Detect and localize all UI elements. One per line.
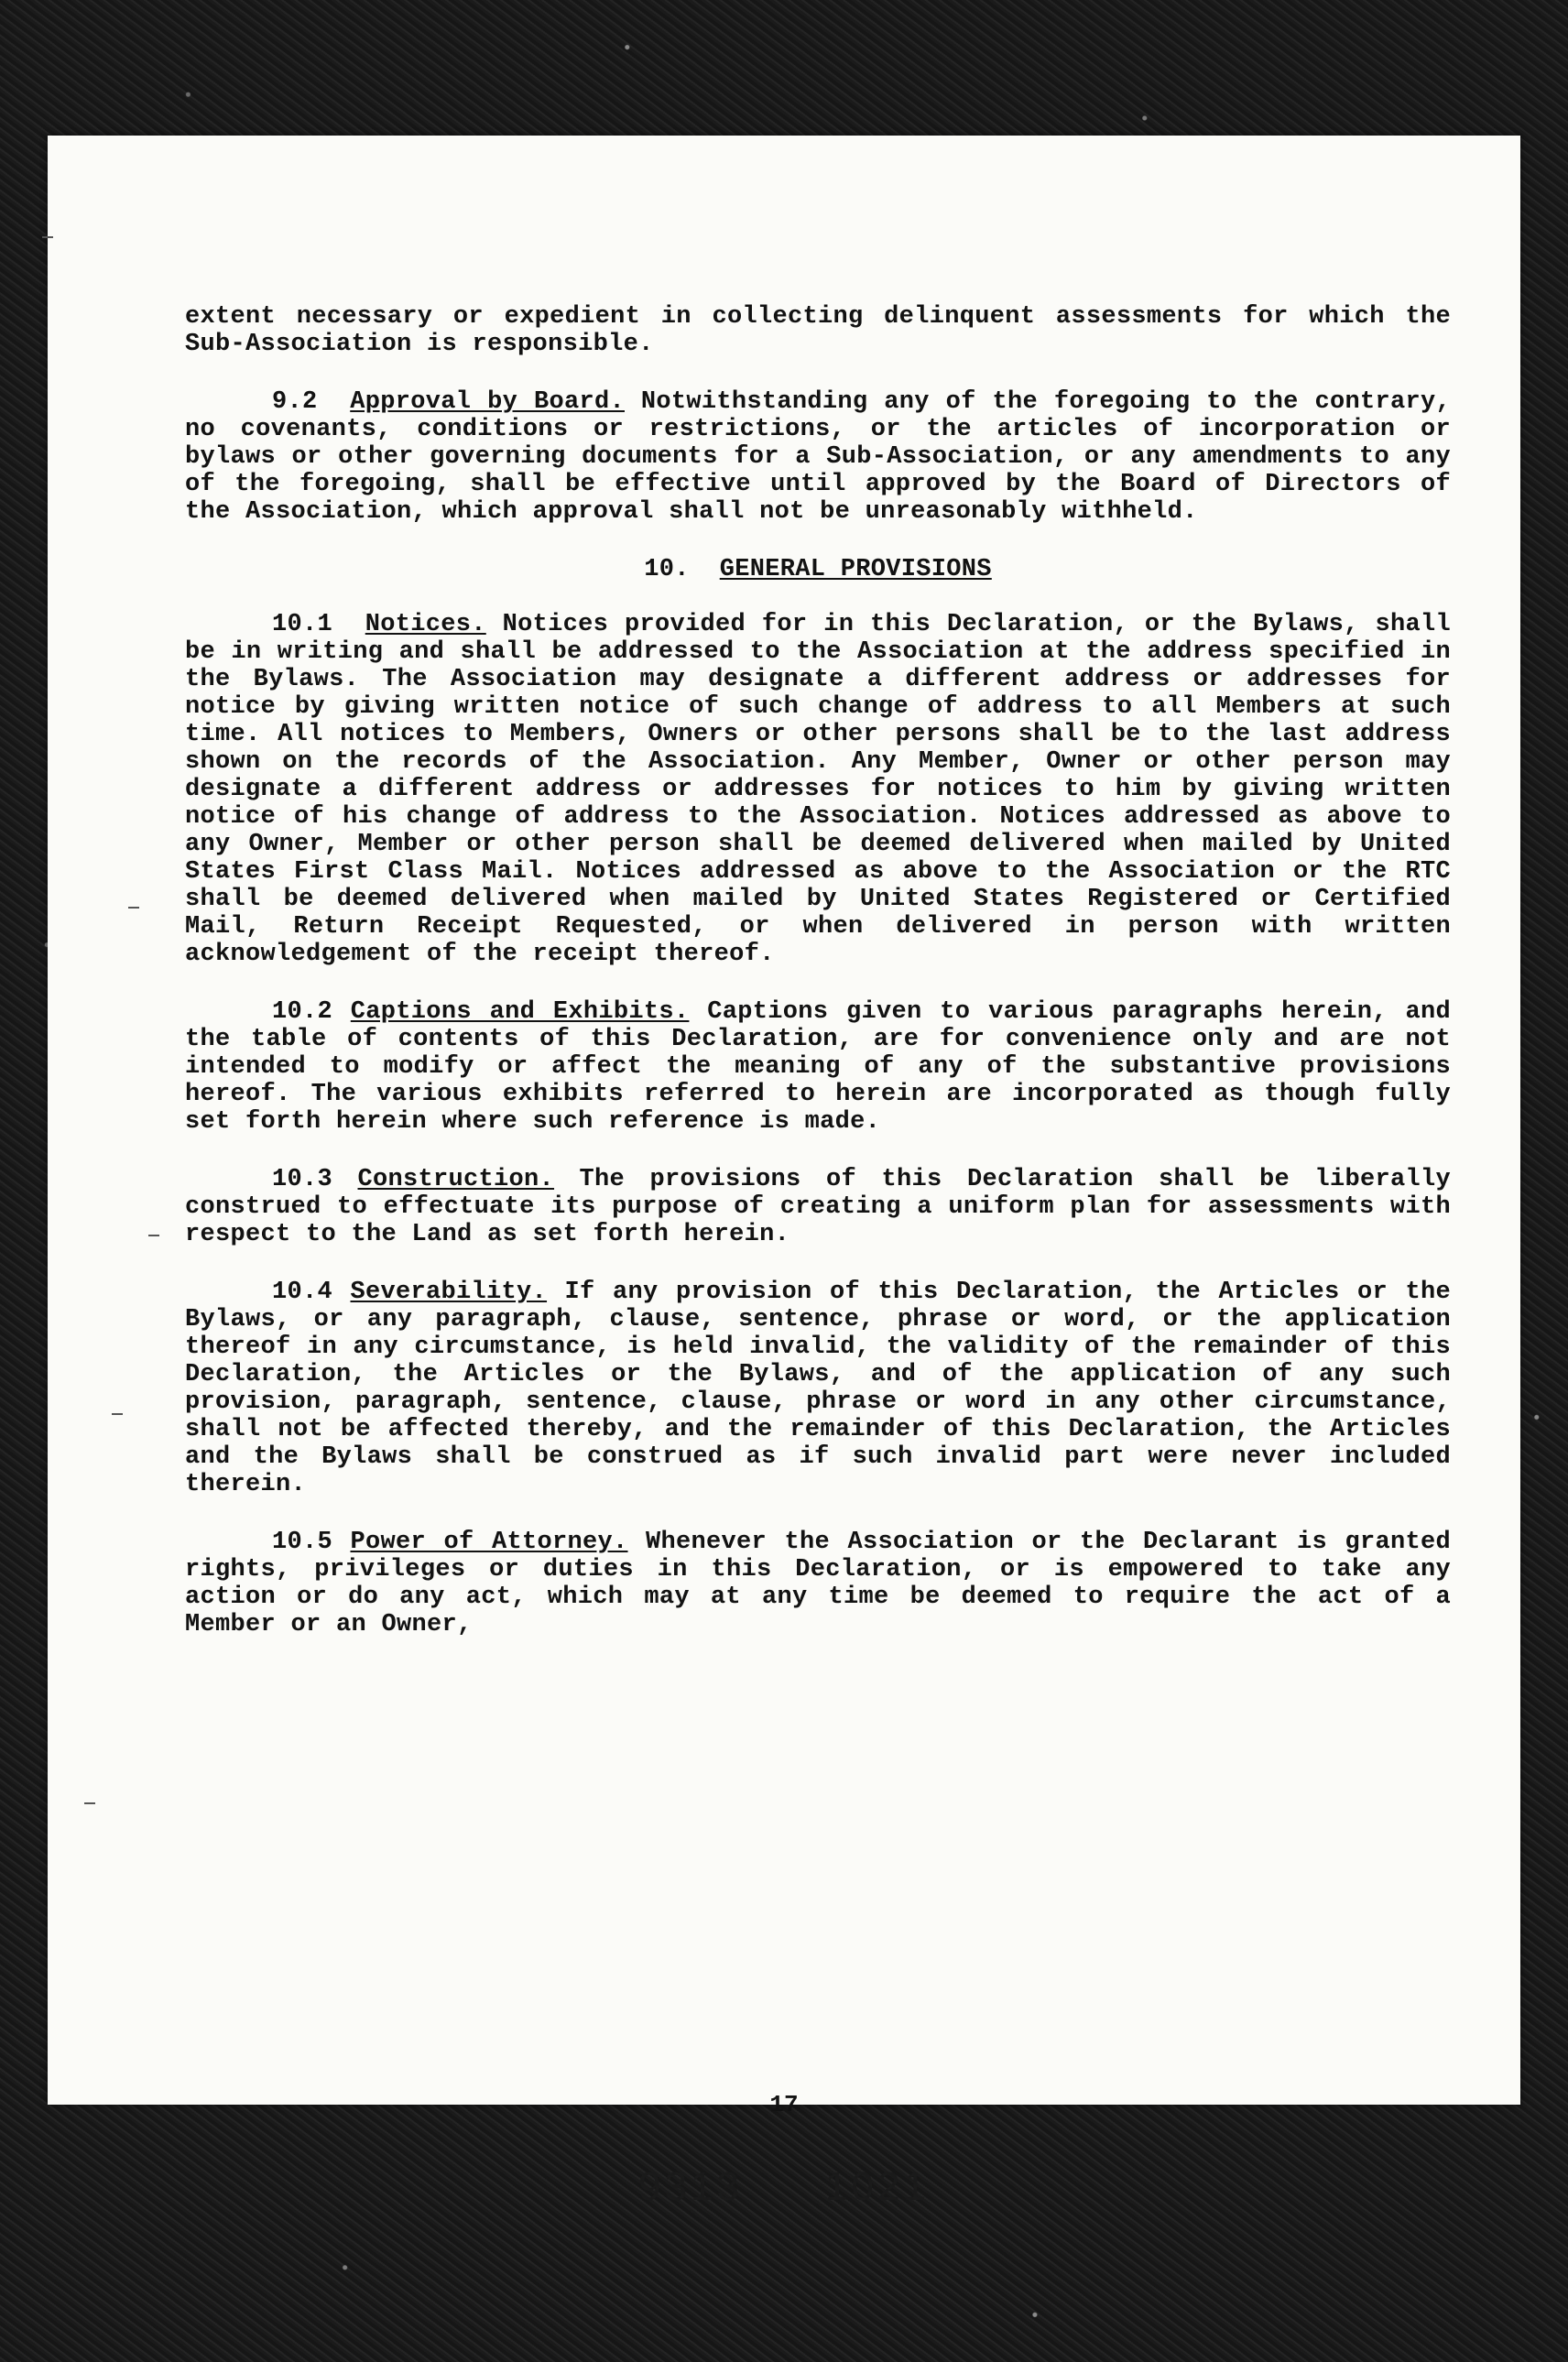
recorded-page-number: 1021 [825, 2164, 930, 2209]
article-title: GENERAL PROVISIONS [719, 556, 992, 583]
section-number: 9.2 [272, 388, 318, 416]
section-heading: Approval by Board. [350, 388, 625, 416]
continuation-paragraph: extent necessary or expedient in collecting delinquent assessments for which the Sub-Association is responsible. [185, 303, 1451, 358]
section-text: Whenever the Association or the Declarant is granted rights, privileges or duties in this Declaration, or is empowered to take any action or do any act, which may at any time be deemed to require the act of a Member or an Owner, [185, 1529, 1451, 1638]
section-text: Captions given to various paragraphs herein, and the table of contents of this Declaration, are for convenience only and are not intended to modify or affect the meaning of any of the substantive provisions hereof. The various exhibits referred to herein are incorporated as though fully set forth herein where such reference is made. [185, 998, 1451, 1136]
section-10-3 [185, 1166, 1451, 1248]
margin-mark [84, 1802, 95, 1804]
section-number: 10.4 [272, 1279, 333, 1306]
margin-mark [112, 1413, 123, 1415]
section-text: The provisions of this Declaration shall be liberally construed to effectuate its purpose of creating a uniform plan for assessments with respect to the Land as set forth herein. [185, 1166, 1451, 1248]
section-heading: Power of Attorney. [350, 1529, 628, 1556]
article-10-heading [185, 556, 1451, 583]
book-number: 9313 [638, 2164, 743, 2209]
section-number: 10.1 [272, 611, 333, 638]
document-body [185, 303, 1451, 1666]
section-heading: Construction. [357, 1166, 555, 1193]
section-heading: Captions and Exhibits. [350, 998, 690, 1026]
section-10-1 [185, 611, 1451, 968]
section-10-5 [185, 1529, 1451, 1638]
book-page-stamp [48, 2164, 1520, 2210]
section-text: Notwithstanding any of the foregoing to the contrary, no covenants, conditions or restrictions, or the articles of incorporation or bylaws or other governing documents for a Sub-Association, or any amendments to any of the foregoing, shall be effective until approved by the Board of Directors of the Association, which approval shall not be unreasonably withheld. [185, 388, 1451, 526]
section-10-4 [185, 1279, 1451, 1498]
section-number: 10.2 [272, 998, 333, 1026]
section-number: 10.3 [272, 1166, 333, 1193]
section-text: If any provision of this Declaration, the Articles or the Bylaws, or any paragraph, clause, sentence, phrase or word, or the application thereof in any circumstance, is held invalid, the validity of the remainder of this Declaration, the Articles or the Bylaws, and of the application of any such provision, paragraph, sentence, clause, phrase or word in any other circumstance, shall not be affected thereby, and the remainder of this Declaration, the Articles and the Bylaws shall be construed as if such invalid part were never included therein. [185, 1279, 1451, 1498]
article-number: 10. [644, 556, 690, 583]
section-10-2 [185, 998, 1451, 1136]
section-text: Notices provided for in this Declaration, or the Bylaws, shall be in writing and shall be addressed to the Association at the address specified in the Bylaws. The Association may designate a different address or addresses for notice by giving written notice of such change of address to all Members at such time. All notices to Members, Owners or other persons shall be to the last address shown on the records of the Association. Any Member, Owner or other person may designate a different address or addresses for notices to him by giving written notice of his change of address to the Association. Notices addressed as above to any Owner, Member or other person shall be deemed delivered when mailed by United States First Class Mail. Notices addressed as above to the Association or the RTC shall be deemed delivered when mailed by United States Registered or Certified Mail, Return Receipt Requested, or when delivered in person with written acknowledgement of the receipt thereof. [185, 611, 1451, 968]
document-page [48, 136, 1520, 2209]
section-heading: Notices. [365, 611, 486, 638]
section-heading: Severability. [350, 1279, 548, 1306]
margin-mark [128, 907, 139, 909]
section-number: 10.5 [272, 1529, 333, 1556]
page-number: 17 [769, 2091, 799, 2118]
section-9-2 [185, 388, 1451, 526]
margin-mark [148, 1235, 159, 1236]
margin-mark [42, 236, 53, 238]
